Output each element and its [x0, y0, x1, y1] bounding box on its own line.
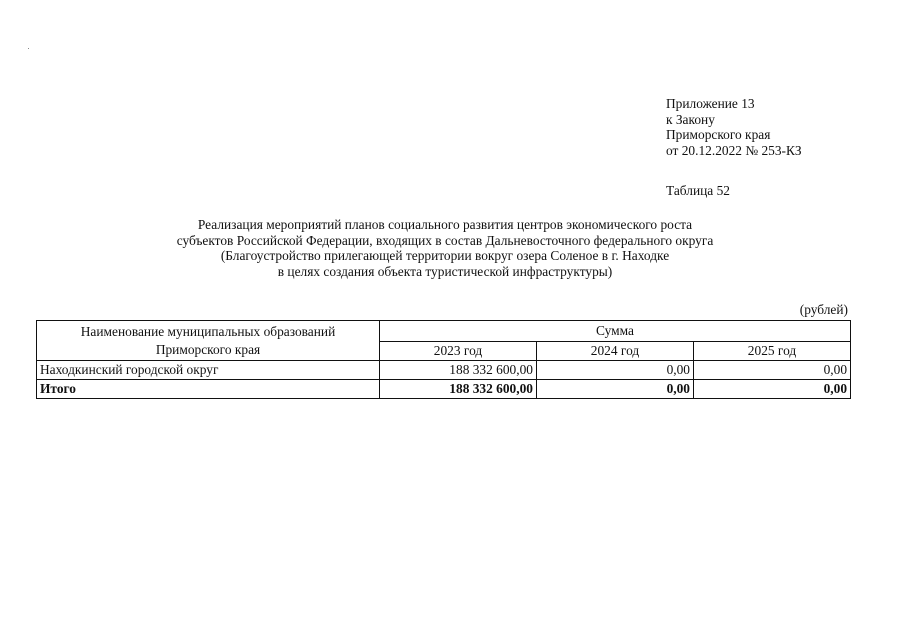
- appendix-reference: [666, 96, 886, 158]
- header-municipality-line1: Наименование муниципальных образований: [80, 323, 336, 339]
- funding-table: [36, 320, 851, 399]
- row-value-2023: 188 332 600,00: [380, 361, 537, 380]
- header-municipality: [37, 321, 380, 361]
- units-label: (рублей): [799, 302, 848, 317]
- total-label: Итого: [37, 380, 380, 399]
- title-line: субъектов Российской Федерации, входящих в состав Дальневосточного федерального округа: [176, 232, 714, 248]
- appendix-line: Приложение 13: [666, 96, 755, 111]
- total-value-2025: 0,00: [694, 380, 851, 399]
- title-line: Реализация мероприятий планов социального развития центров экономического роста: [197, 217, 693, 232]
- table-header-row: [37, 321, 851, 342]
- row-value-2025: 0,00: [694, 361, 851, 380]
- table-number: Таблица 52: [666, 183, 730, 198]
- scan-speck: [28, 48, 29, 49]
- header-municipality-line2: Приморского края: [155, 341, 261, 357]
- table-row: [37, 361, 851, 380]
- row-value-2024: 0,00: [537, 361, 694, 380]
- appendix-line: к Закону: [666, 111, 715, 127]
- header-year-2024: 2024 год: [537, 342, 694, 361]
- total-value-2024: 0,00: [537, 380, 694, 399]
- total-value-2023: 188 332 600,00: [380, 380, 537, 399]
- header-year-2023: 2023 год: [380, 342, 537, 361]
- table-total-row: [37, 380, 851, 399]
- row-municipality-name: Находкинский городской округ: [37, 361, 380, 380]
- header-year-2025: 2025 год: [694, 342, 851, 361]
- appendix-line: от 20.12.2022 № 253-КЗ: [666, 142, 802, 158]
- title-line: в целях создания объекта туристической инфраструктуры): [277, 263, 613, 279]
- appendix-line: Приморского края: [666, 127, 771, 143]
- document-title: [40, 217, 850, 279]
- title-line: (Благоустройство прилегающей территории вокруг озера Соленое в г. Находке: [220, 248, 670, 264]
- header-sum: Сумма: [380, 321, 851, 342]
